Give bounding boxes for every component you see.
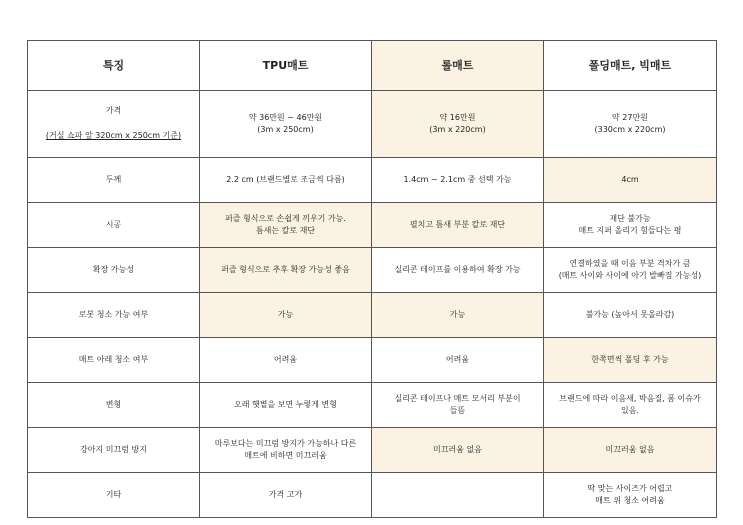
table-row bbox=[28, 157, 717, 202]
header-folding-mat: 폴딩매트, 빅매트 bbox=[544, 41, 717, 91]
cell-roll bbox=[372, 472, 544, 517]
row-label-thickness: 두께 bbox=[28, 157, 200, 202]
header-feature: 특징 bbox=[28, 41, 200, 91]
cell-tpu: 가능 bbox=[200, 292, 372, 337]
cell-folding: 브랜드에 따라 이음새, 박음질, 폼 이슈가 있음. bbox=[544, 382, 717, 427]
cell-tpu: 마루보다는 미끄럼 방지가 가능하나 다른 매트에 비하면 미끄러움 bbox=[200, 427, 372, 472]
row-label-deformation: 변형 bbox=[28, 382, 200, 427]
row-label-subtext: (거실 쇼파 앞 320cm x 250cm 기준) bbox=[45, 131, 182, 141]
cell-roll: 펼치고 틈새 부분 칼로 재단 bbox=[372, 202, 544, 247]
row-label-price bbox=[28, 91, 200, 158]
cell-roll: 실리콘 테이프를 이용하여 확장 가능 bbox=[372, 247, 544, 292]
header-row bbox=[28, 41, 717, 91]
cell-roll: 가능 bbox=[372, 292, 544, 337]
comparison-table bbox=[27, 40, 717, 518]
row-label-expandability: 확장 가능성 bbox=[28, 247, 200, 292]
cell-folding: 약 27만원 (330cm x 220cm) bbox=[544, 91, 717, 158]
row-label-text: 가격 bbox=[105, 106, 122, 116]
cell-tpu: 어려움 bbox=[200, 337, 372, 382]
table-row bbox=[28, 247, 717, 292]
cell-tpu: 약 36만원 ~ 46만원 (3m x 250cm) bbox=[200, 91, 372, 158]
table-row bbox=[28, 427, 717, 472]
cell-folding: 불가능 (높아서 못올라감) bbox=[544, 292, 717, 337]
table-row bbox=[28, 472, 717, 517]
cell-folding: 4cm bbox=[544, 157, 717, 202]
cell-tpu: 오래 햇볕을 보면 누렇게 변형 bbox=[200, 382, 372, 427]
row-label-slip-prevention: 강아지 미끄럼 방지 bbox=[28, 427, 200, 472]
row-label-installation: 시공 bbox=[28, 202, 200, 247]
row-label-robot-cleaning: 로봇 청소 가능 여부 bbox=[28, 292, 200, 337]
header-tpu-mat: TPU매트 bbox=[200, 41, 372, 91]
table-row bbox=[28, 382, 717, 427]
row-label-under-cleaning: 매트 아래 청소 여부 bbox=[28, 337, 200, 382]
row-label-other: 기타 bbox=[28, 472, 200, 517]
cell-tpu: 2.2 cm (브랜드별로 조금씩 다름) bbox=[200, 157, 372, 202]
cell-roll: 1.4cm ~ 2.1cm 중 선택 가능 bbox=[372, 157, 544, 202]
cell-folding: 재단 불가능 매트 지퍼 올리기 힘들다는 평 bbox=[544, 202, 717, 247]
cell-folding: 연결하였을 때 이음 부분 격차가 큼 (매트 사이와 사이에 아기 발빠짐 가능성) bbox=[544, 247, 717, 292]
cell-tpu: 가격 고가 bbox=[200, 472, 372, 517]
header-roll-mat: 롤매트 bbox=[372, 41, 544, 91]
cell-roll: 어려움 bbox=[372, 337, 544, 382]
table-row bbox=[28, 292, 717, 337]
table-row bbox=[28, 202, 717, 247]
cell-folding: 딱 맞는 사이즈가 어렵고 매트 위 청소 어려움 bbox=[544, 472, 717, 517]
table-row bbox=[28, 337, 717, 382]
cell-roll: 실리콘 테이프나 매트 모서리 부분이 들뜸 bbox=[372, 382, 544, 427]
table-row bbox=[28, 91, 717, 158]
cell-roll: 미끄러움 없음 bbox=[372, 427, 544, 472]
cell-tpu: 퍼즐 형식으로 손쉽게 끼우기 가능. 틈새는 칼로 재단 bbox=[200, 202, 372, 247]
cell-tpu: 퍼즐 형식으로 추후 확장 가능성 좋음 bbox=[200, 247, 372, 292]
cell-folding: 미끄러움 없음 bbox=[544, 427, 717, 472]
cell-folding: 한쪽면씩 폴딩 후 가능 bbox=[544, 337, 717, 382]
cell-roll: 약 16만원 (3m x 220cm) bbox=[372, 91, 544, 158]
